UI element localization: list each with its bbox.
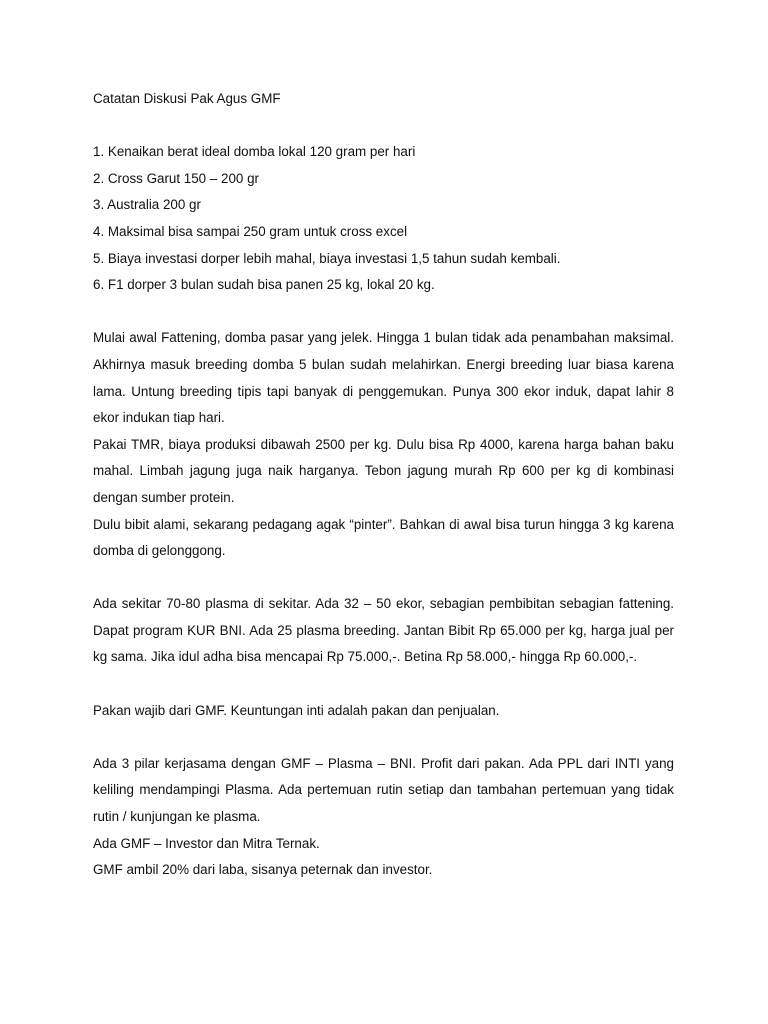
paragraph: Pakai TMR, biaya produksi dibawah 2500 per kg. Dulu bisa Rp 4000, karena harga bahan baku mahal. Limbah jagung juga naik harganya. Tebon jagung murah Rp 600 per kg di kombinasi dengan sumber protein. xyxy=(93,436,674,505)
list-item: 3. Australia 200 gr xyxy=(93,197,201,213)
spacer xyxy=(93,671,674,698)
paragraph: Pakan wajib dari GMF. Keuntungan inti adalah pakan dan penjualan. xyxy=(93,702,500,718)
list-item: 1. Kenaikan berat ideal domba lokal 120 gram per hari xyxy=(93,144,416,160)
paragraph: Mulai awal Fattening, domba pasar yang jelek. Hingga 1 bulan tidak ada penambahan maksimal. Akhirnya masuk breeding domba 5 bulan sudah melahirkan. Energi breeding luar biasa karena lama. Untung breeding tipis tapi banyak di penggemukan. Punya 300 ekor induk, dapat lahir 8 ekor indukan tiap hari. xyxy=(93,330,674,426)
document-title: Catatan Diskusi Pak Agus GMF xyxy=(93,91,281,106)
paragraph: Dulu bibit alami, sekarang pedagang agak “pinter”. Bahkan di awal bisa turun hingga 3 kg karena domba di gelonggong. xyxy=(93,516,674,559)
list-item: 2. Cross Garut 150 – 200 gr xyxy=(93,170,259,186)
paragraph: Ada GMF – Investor dan Mitra Ternak. xyxy=(93,835,320,851)
spacer xyxy=(93,113,674,140)
paragraph: Ada 3 pilar kerjasama dengan GMF – Plasma – BNI. Profit dari pakan. Ada PPL dari INTI yang keliling mendampingi Plasma. Ada pertemuan rutin setiap dan tambahan pertemuan yang tidak rutin / kunjungan ke plasma. xyxy=(93,755,674,825)
spacer xyxy=(93,565,674,592)
spacer xyxy=(93,299,674,326)
list-item: 4. Maksimal bisa sampai 250 gram untuk cross excel xyxy=(93,223,408,239)
paragraph: Ada sekitar 70-80 plasma di sekitar. Ada 32 – 50 ekor, sebagian pembibitan sebagian fattening. Dapat program KUR BNI. Ada 25 plasma breeding. Jantan Bibit Rp 65.000 per kg, harga jual per kg sama. Jika idul adha bisa mencapai Rp 75.000,-. Betina Rp 58.000,- hingga Rp 60.000,-. xyxy=(93,596,674,665)
list-item: 6. F1 dorper 3 bulan sudah bisa panen 25 kg, lokal 20 kg. xyxy=(93,277,435,293)
paragraph: GMF ambil 20% dari laba, sisanya peternak dan investor. xyxy=(93,862,433,878)
numbered-list xyxy=(93,139,674,299)
spacer xyxy=(93,724,674,751)
list-item: 5. Biaya investasi dorper lebih mahal, biaya investasi 1,5 tahun sudah kembali. xyxy=(93,250,561,266)
